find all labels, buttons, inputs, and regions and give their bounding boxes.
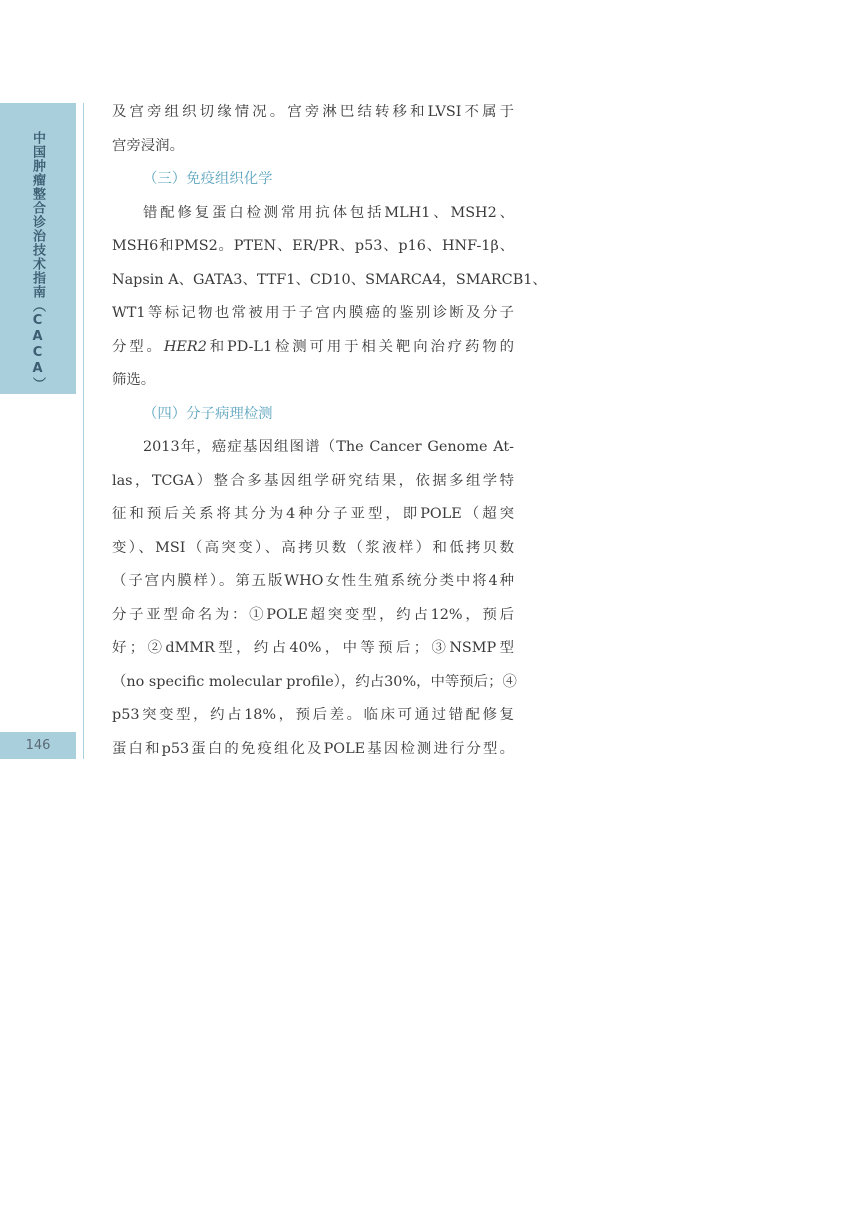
text-line: WT1等标记物也常被用于子宫内膜癌的鉴别诊断及分子 bbox=[112, 305, 514, 321]
text-line: 征和预后关系将其分为4种分子亚型，即POLE（超突 bbox=[112, 506, 514, 522]
text-line: 变）、MSI（高突变）、高拷贝数（浆液样）和低拷贝数 bbox=[112, 539, 514, 556]
text-line: 分子亚型命名为：①POLE超突变型，约占12%，预后 bbox=[112, 606, 514, 623]
section-heading: （四）分子病理检测 bbox=[143, 405, 273, 422]
text-segment: 和PD-L1检测可用于相关靶向治疗药物的 bbox=[206, 338, 514, 355]
text-line: las，TCGA）整合多基因组学研究结果，依据多组学特 bbox=[112, 472, 514, 489]
text-line: MSH6和PMS2。PTEN、ER/PR、p53、p16、HNF-1β、 bbox=[112, 238, 514, 254]
text-line: 蛋白和p53蛋白的免疫组化及POLE基因检测进行分型。 bbox=[112, 740, 514, 757]
gene-name: HER2 bbox=[163, 338, 207, 355]
text-line: Napsin A、GATA3、TTF1、CD10、SMARCA4，SMARCB1、 bbox=[112, 271, 547, 288]
text-line: 错配修复蛋白检测常用抗体包括MLH1、MSH2、 bbox=[143, 204, 514, 221]
book-title: 中国肿瘤整合诊治技术指南（CACA） bbox=[30, 131, 45, 391]
text-line bbox=[112, 331, 514, 365]
text-line: 宫旁浸润。 bbox=[112, 137, 184, 154]
text-segment: 分型。 bbox=[112, 338, 164, 355]
page-number-box bbox=[0, 732, 76, 759]
margin-divider bbox=[83, 103, 84, 759]
text-line: 好；②dMMR型，约占40%，中等预后；③NSMP型 bbox=[112, 640, 514, 656]
page-number: 146 bbox=[25, 738, 51, 753]
section-heading: （三）免疫组织化学 bbox=[143, 171, 273, 187]
text-line: 筛选。 bbox=[112, 372, 156, 388]
text-line: （子宫内膜样）。第五版WHO女性生殖系统分类中将4种 bbox=[112, 573, 514, 589]
text-line: 及宫旁组织切缘情况。宫旁淋巴结转移和LVSI不属于 bbox=[112, 104, 514, 120]
text-line: p53突变型，约占18%，预后差。临床可通过错配修复 bbox=[112, 707, 514, 723]
text-line: （no specific molecular profile），约占30%，中等预后；④ bbox=[112, 673, 517, 690]
side-tab bbox=[0, 103, 76, 394]
text-line: 2013年，癌症基因组图谱（The Cancer Genome At- bbox=[143, 439, 514, 455]
body-text bbox=[112, 96, 547, 766]
